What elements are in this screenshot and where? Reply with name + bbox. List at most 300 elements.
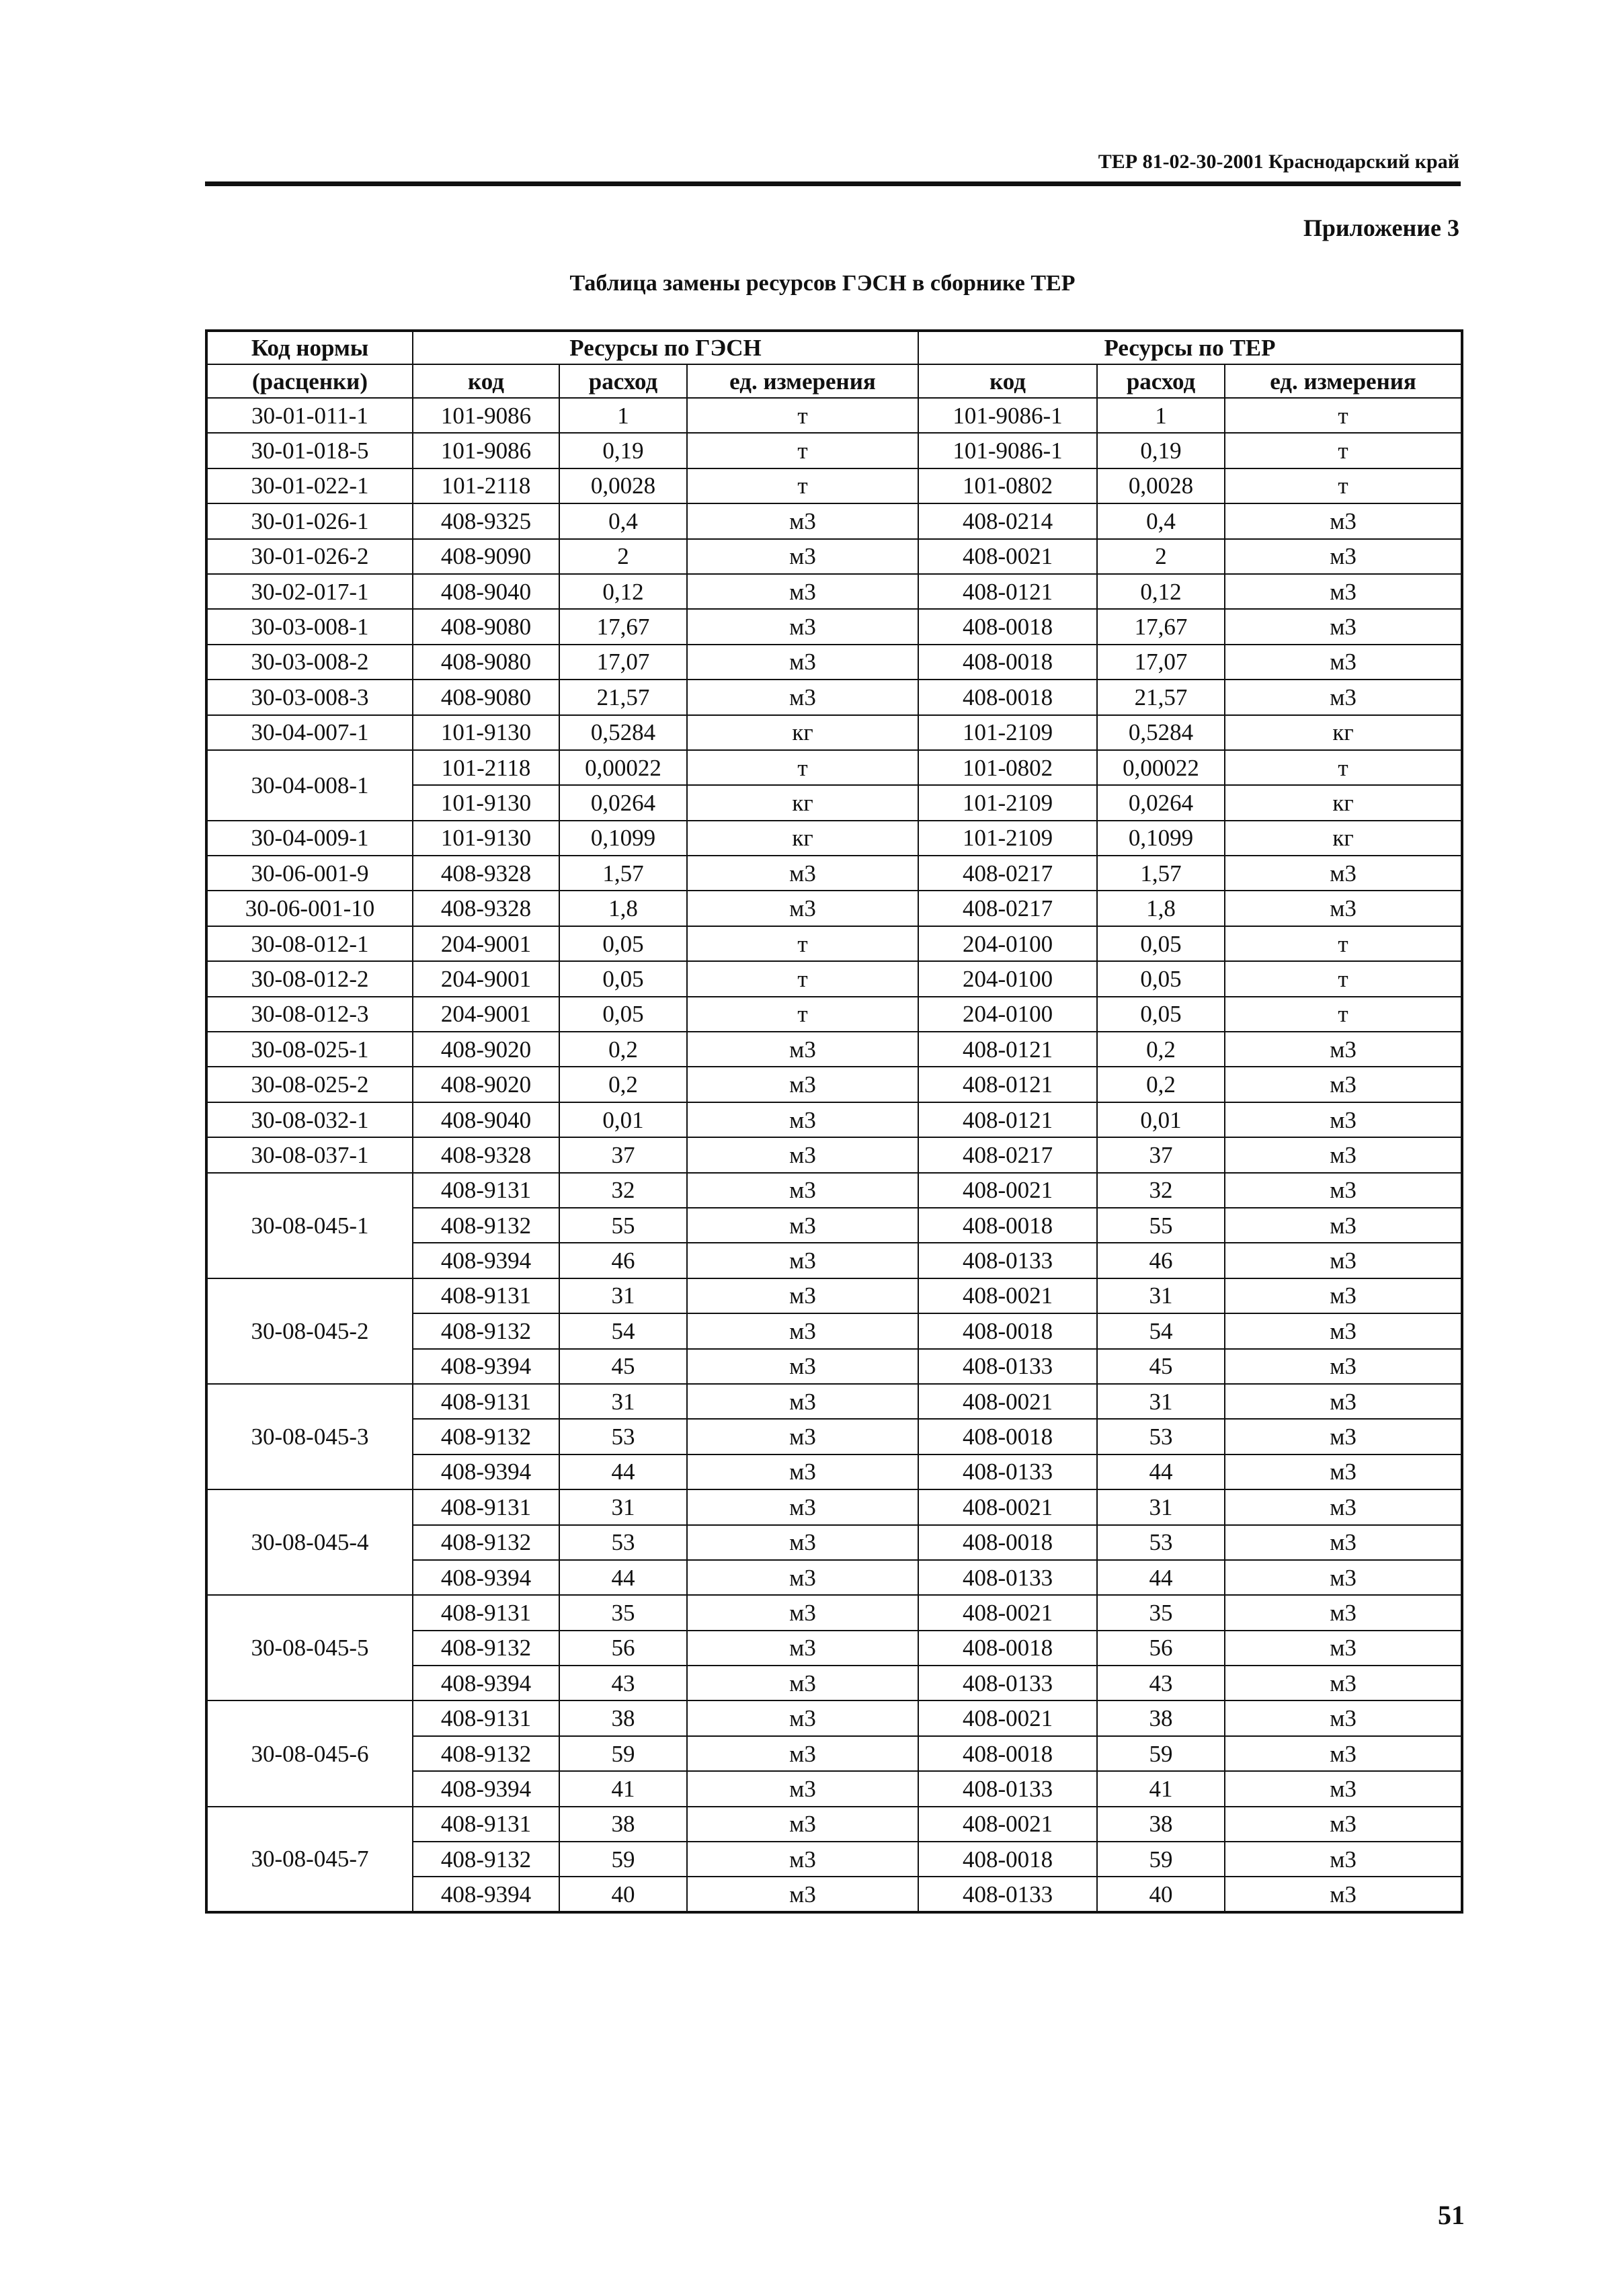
ter-consumption-cell: 2 (1097, 539, 1225, 574)
ter-code-cell: 408-0018 (918, 1631, 1097, 1666)
gesn-code-cell: 408-9132 (413, 1208, 559, 1243)
ter-code-cell: 408-0121 (918, 1067, 1097, 1102)
gesn-unit-cell: кг (687, 785, 918, 820)
norm-code-cell: 30-03-008-3 (206, 680, 413, 714)
ter-unit-cell: м3 (1225, 1807, 1462, 1842)
gesn-code-cell: 408-9080 (413, 680, 559, 714)
gesn-consumption-cell: 21,57 (559, 680, 687, 714)
gesn-code-cell: 204-9001 (413, 961, 559, 996)
ter-code-cell: 408-0021 (918, 1278, 1097, 1313)
ter-unit-cell: кг (1225, 785, 1462, 820)
gesn-unit-cell: м3 (687, 680, 918, 714)
gesn-unit-cell: м3 (687, 1595, 918, 1630)
ter-code-cell: 408-0133 (918, 1666, 1097, 1700)
ter-consumption-cell: 0,2 (1097, 1067, 1225, 1102)
ter-consumption-cell: 54 (1097, 1313, 1225, 1348)
ter-consumption-cell: 44 (1097, 1560, 1225, 1595)
ter-code-cell: 408-0133 (918, 1243, 1097, 1278)
gesn-consumption-cell: 56 (559, 1631, 687, 1666)
ter-code-cell: 408-0018 (918, 1736, 1097, 1771)
ter-code-cell: 408-0018 (918, 1842, 1097, 1877)
gesn-unit-cell: м3 (687, 609, 918, 644)
gesn-consumption-cell: 38 (559, 1700, 687, 1735)
norm-code-cell: 30-06-001-9 (206, 856, 413, 891)
gesn-code-cell: 408-9394 (413, 1560, 559, 1595)
ter-consumption-cell: 0,5284 (1097, 715, 1225, 750)
norm-code-cell: 30-01-011-1 (206, 398, 413, 433)
ter-code-cell: 408-0021 (918, 1807, 1097, 1842)
ter-unit-cell: м3 (1225, 1313, 1462, 1348)
gesn-consumption-cell: 41 (559, 1771, 687, 1806)
gesn-unit-cell: м3 (687, 1666, 918, 1700)
table-body (206, 398, 1462, 1912)
table-row (206, 1102, 1462, 1137)
gesn-unit-cell: м3 (687, 1173, 918, 1208)
gesn-code-cell: 408-9132 (413, 1419, 559, 1454)
gesn-unit-cell: м3 (687, 1243, 918, 1278)
norm-code-cell: 30-03-008-2 (206, 645, 413, 680)
ter-code-cell: 101-2109 (918, 785, 1097, 820)
gesn-unit-cell: т (687, 926, 918, 961)
norm-code-cell: 30-02-017-1 (206, 574, 413, 609)
gesn-unit-cell: м3 (687, 1631, 918, 1666)
ter-consumption-cell: 38 (1097, 1700, 1225, 1735)
gesn-consumption-cell: 17,67 (559, 609, 687, 644)
norm-code-cell: 30-01-018-5 (206, 433, 413, 468)
appendix-label: Приложение 3 (1303, 214, 1459, 241)
norm-code-cell: 30-08-037-1 (206, 1137, 413, 1172)
gesn-code-cell: 101-9086 (413, 398, 559, 433)
norm-code-cell: 30-08-032-1 (206, 1102, 413, 1137)
gesn-unit-cell: т (687, 398, 918, 433)
ter-unit-cell: м3 (1225, 1454, 1462, 1489)
table-title: Таблица замены ресурсов ГЭСН в сборнике ТЕР (569, 271, 1076, 296)
table-row (206, 1489, 1462, 1524)
norm-code-cell: 30-08-025-1 (206, 1032, 413, 1067)
ter-unit-cell: м3 (1225, 1736, 1462, 1771)
ter-code-cell: 101-9086-1 (918, 398, 1097, 433)
ter-code-cell: 204-0100 (918, 961, 1097, 996)
ter-consumption-cell: 31 (1097, 1278, 1225, 1313)
ter-unit-cell: т (1225, 961, 1462, 996)
table-row (206, 997, 1462, 1032)
ter-consumption-cell: 41 (1097, 1771, 1225, 1806)
ter-consumption-cell: 31 (1097, 1489, 1225, 1524)
ter-code-cell: 408-0217 (918, 856, 1097, 891)
table-row (206, 1067, 1462, 1102)
ter-unit-cell: м3 (1225, 1525, 1462, 1560)
ter-unit-cell: м3 (1225, 609, 1462, 644)
ter-code-cell: 408-0133 (918, 1349, 1097, 1384)
gesn-code-cell: 408-9040 (413, 574, 559, 609)
norm-code-cell: 30-08-012-1 (206, 926, 413, 961)
ter-code-cell: 408-0021 (918, 539, 1097, 574)
gesn-unit-cell: м3 (687, 1525, 918, 1560)
ter-consumption-cell: 0,05 (1097, 926, 1225, 961)
norm-code-cell: 30-08-012-2 (206, 961, 413, 996)
table-row (206, 926, 1462, 961)
header-divider (205, 181, 1461, 186)
ter-consumption-cell: 0,0264 (1097, 785, 1225, 820)
gesn-unit-cell: м3 (687, 1349, 918, 1384)
ter-consumption-cell: 43 (1097, 1666, 1225, 1700)
gesn-unit-cell: м3 (687, 1454, 918, 1489)
table-row (206, 1032, 1462, 1067)
ter-code-cell: 408-0133 (918, 1560, 1097, 1595)
ter-consumption-cell: 55 (1097, 1208, 1225, 1243)
ter-unit-cell: м3 (1225, 1384, 1462, 1419)
gesn-unit-cell: м3 (687, 503, 918, 538)
gesn-consumption-cell: 59 (559, 1736, 687, 1771)
gesn-code-cell: 101-2118 (413, 750, 559, 785)
ter-unit-cell: кг (1225, 821, 1462, 856)
table-row (206, 680, 1462, 714)
document-reference: ТЕР 81-02-30-2001 Краснодарский край (1098, 151, 1459, 173)
ter-consumption-cell: 53 (1097, 1419, 1225, 1454)
gesn-consumption-cell: 17,07 (559, 645, 687, 680)
gesn-code-cell: 204-9001 (413, 926, 559, 961)
table-row (206, 1137, 1462, 1172)
table-row (206, 645, 1462, 680)
gesn-consumption-cell: 32 (559, 1173, 687, 1208)
gesn-code-cell: 408-9020 (413, 1032, 559, 1067)
ter-consumption-cell: 0,01 (1097, 1102, 1225, 1137)
table-row (206, 1278, 1462, 1313)
ter-code-cell: 408-0133 (918, 1877, 1097, 1912)
gesn-code-cell: 408-9328 (413, 891, 559, 926)
gesn-unit-cell: т (687, 468, 918, 503)
gesn-unit-cell: м3 (687, 891, 918, 926)
gesn-consumption-cell: 0,2 (559, 1032, 687, 1067)
ter-unit-cell: м3 (1225, 503, 1462, 538)
ter-code-cell: 408-0121 (918, 1032, 1097, 1067)
ter-unit-cell: кг (1225, 715, 1462, 750)
gesn-consumption-cell: 0,0028 (559, 468, 687, 503)
ter-unit-cell: м3 (1225, 1560, 1462, 1595)
gesn-code-cell: 101-9086 (413, 433, 559, 468)
header-gesn-unit: ед. измерения (687, 364, 918, 398)
table-row (206, 750, 1462, 785)
ter-code-cell: 408-0021 (918, 1595, 1097, 1630)
ter-unit-cell: т (1225, 468, 1462, 503)
ter-consumption-cell: 59 (1097, 1736, 1225, 1771)
gesn-code-cell: 408-9394 (413, 1454, 559, 1489)
gesn-consumption-cell: 40 (559, 1877, 687, 1912)
ter-code-cell: 408-0217 (918, 891, 1097, 926)
gesn-code-cell: 204-9001 (413, 997, 559, 1032)
gesn-consumption-cell: 54 (559, 1313, 687, 1348)
ter-unit-cell: т (1225, 997, 1462, 1032)
header-gesn-consumption: расход (559, 364, 687, 398)
table-row (206, 503, 1462, 538)
ter-code-cell: 408-0021 (918, 1173, 1097, 1208)
ter-consumption-cell: 0,0028 (1097, 468, 1225, 503)
ter-unit-cell: м3 (1225, 1700, 1462, 1735)
gesn-consumption-cell: 55 (559, 1208, 687, 1243)
gesn-unit-cell: кг (687, 715, 918, 750)
gesn-unit-cell: м3 (687, 1489, 918, 1524)
ter-code-cell: 204-0100 (918, 997, 1097, 1032)
gesn-code-cell: 408-9132 (413, 1525, 559, 1560)
gesn-code-cell: 408-9394 (413, 1877, 559, 1912)
gesn-unit-cell: м3 (687, 1278, 918, 1313)
norm-code-cell: 30-03-008-1 (206, 609, 413, 644)
gesn-consumption-cell: 0,2 (559, 1067, 687, 1102)
gesn-code-cell: 408-9131 (413, 1384, 559, 1419)
gesn-unit-cell: м3 (687, 1419, 918, 1454)
ter-unit-cell: м3 (1225, 856, 1462, 891)
ter-code-cell: 408-0018 (918, 645, 1097, 680)
ter-consumption-cell: 0,4 (1097, 503, 1225, 538)
norm-code-cell: 30-04-008-1 (206, 750, 413, 821)
norm-code-cell: 30-08-045-1 (206, 1173, 413, 1278)
ter-unit-cell: м3 (1225, 1842, 1462, 1877)
gesn-code-cell: 408-9394 (413, 1771, 559, 1806)
gesn-unit-cell: т (687, 961, 918, 996)
gesn-code-cell: 101-9130 (413, 715, 559, 750)
ter-consumption-cell: 45 (1097, 1349, 1225, 1384)
gesn-consumption-cell: 43 (559, 1666, 687, 1700)
ter-unit-cell: т (1225, 750, 1462, 785)
gesn-unit-cell: м3 (687, 1736, 918, 1771)
ter-consumption-cell: 35 (1097, 1595, 1225, 1630)
ter-consumption-cell: 38 (1097, 1807, 1225, 1842)
gesn-code-cell: 408-9131 (413, 1595, 559, 1630)
gesn-unit-cell: кг (687, 821, 918, 856)
ter-unit-cell: м3 (1225, 1771, 1462, 1806)
ter-unit-cell: м3 (1225, 539, 1462, 574)
ter-consumption-cell: 37 (1097, 1137, 1225, 1172)
ter-consumption-cell: 59 (1097, 1842, 1225, 1877)
ter-unit-cell: м3 (1225, 1666, 1462, 1700)
gesn-code-cell: 408-9131 (413, 1173, 559, 1208)
norm-code-cell: 30-08-045-3 (206, 1384, 413, 1489)
gesn-unit-cell: т (687, 433, 918, 468)
gesn-unit-cell: м3 (687, 1137, 918, 1172)
ter-code-cell: 408-0018 (918, 1525, 1097, 1560)
gesn-consumption-cell: 0,05 (559, 926, 687, 961)
ter-consumption-cell: 1,8 (1097, 891, 1225, 926)
norm-code-cell: 30-08-012-3 (206, 997, 413, 1032)
ter-code-cell: 408-0121 (918, 574, 1097, 609)
gesn-unit-cell: м3 (687, 645, 918, 680)
norm-code-cell: 30-08-045-2 (206, 1278, 413, 1384)
ter-code-cell: 101-2109 (918, 715, 1097, 750)
ter-consumption-cell: 21,57 (1097, 680, 1225, 714)
gesn-consumption-cell: 0,12 (559, 574, 687, 609)
gesn-consumption-cell: 38 (559, 1807, 687, 1842)
gesn-code-cell: 408-9394 (413, 1666, 559, 1700)
ter-consumption-cell: 40 (1097, 1877, 1225, 1912)
table-row (206, 574, 1462, 609)
gesn-unit-cell: м3 (687, 1842, 918, 1877)
ter-consumption-cell: 32 (1097, 1173, 1225, 1208)
header-row-bottom (206, 364, 1462, 398)
ter-unit-cell: м3 (1225, 1877, 1462, 1912)
ter-consumption-cell: 0,12 (1097, 574, 1225, 609)
norm-code-cell: 30-01-022-1 (206, 468, 413, 503)
gesn-code-cell: 408-9131 (413, 1489, 559, 1524)
gesn-unit-cell: м3 (687, 1877, 918, 1912)
gesn-code-cell: 408-9328 (413, 1137, 559, 1172)
ter-unit-cell: м3 (1225, 1137, 1462, 1172)
gesn-consumption-cell: 0,0264 (559, 785, 687, 820)
norm-code-cell: 30-06-001-10 (206, 891, 413, 926)
ter-unit-cell: т (1225, 926, 1462, 961)
ter-consumption-cell: 0,05 (1097, 997, 1225, 1032)
ter-consumption-cell: 1 (1097, 398, 1225, 433)
gesn-unit-cell: м3 (687, 1807, 918, 1842)
ter-unit-cell: м3 (1225, 1102, 1462, 1137)
ter-unit-cell: м3 (1225, 574, 1462, 609)
table-row (206, 821, 1462, 856)
ter-unit-cell: м3 (1225, 1208, 1462, 1243)
ter-code-cell: 408-0018 (918, 1208, 1097, 1243)
gesn-code-cell: 408-9131 (413, 1278, 559, 1313)
ter-code-cell: 408-0121 (918, 1102, 1097, 1137)
ter-code-cell: 101-0802 (918, 750, 1097, 785)
page-number: 51 (1438, 2200, 1465, 2230)
table-row (206, 1595, 1462, 1630)
gesn-consumption-cell: 31 (559, 1384, 687, 1419)
gesn-unit-cell: т (687, 750, 918, 785)
header-ter-unit: ед. измерения (1225, 364, 1462, 398)
header-ter-code: код (918, 364, 1097, 398)
table-row (206, 1807, 1462, 1842)
ter-consumption-cell: 17,67 (1097, 609, 1225, 644)
gesn-consumption-cell: 37 (559, 1137, 687, 1172)
gesn-unit-cell: т (687, 997, 918, 1032)
gesn-code-cell: 101-9130 (413, 821, 559, 856)
gesn-unit-cell: м3 (687, 1771, 918, 1806)
ter-code-cell: 408-0021 (918, 1700, 1097, 1735)
gesn-unit-cell: м3 (687, 1067, 918, 1102)
gesn-unit-cell: м3 (687, 1384, 918, 1419)
gesn-code-cell: 408-9090 (413, 539, 559, 574)
ter-code-cell: 204-0100 (918, 926, 1097, 961)
gesn-consumption-cell: 0,01 (559, 1102, 687, 1137)
ter-consumption-cell: 56 (1097, 1631, 1225, 1666)
gesn-unit-cell: м3 (687, 539, 918, 574)
table-row (206, 433, 1462, 468)
table-row (206, 468, 1462, 503)
ter-code-cell: 408-0217 (918, 1137, 1097, 1172)
gesn-code-cell: 408-9325 (413, 503, 559, 538)
norm-code-cell: 30-04-007-1 (206, 715, 413, 750)
header-gesn-resources: Ресурсы по ГЭСН (413, 331, 918, 364)
gesn-consumption-cell: 1 (559, 398, 687, 433)
gesn-consumption-cell: 0,05 (559, 997, 687, 1032)
ter-unit-cell: т (1225, 433, 1462, 468)
gesn-unit-cell: м3 (687, 1700, 918, 1735)
gesn-unit-cell: м3 (687, 1560, 918, 1595)
ter-code-cell: 101-9086-1 (918, 433, 1097, 468)
resource-replacement-table (205, 329, 1463, 1914)
ter-unit-cell: м3 (1225, 1489, 1462, 1524)
gesn-consumption-cell: 0,05 (559, 961, 687, 996)
gesn-code-cell: 408-9132 (413, 1736, 559, 1771)
table-row (206, 609, 1462, 644)
header-ter-consumption: расход (1097, 364, 1225, 398)
gesn-code-cell: 408-9132 (413, 1313, 559, 1348)
gesn-consumption-cell: 31 (559, 1489, 687, 1524)
header-norm-code-sub: (расценки) (206, 364, 413, 398)
ter-code-cell: 408-0021 (918, 1489, 1097, 1524)
gesn-consumption-cell: 0,1099 (559, 821, 687, 856)
ter-consumption-cell: 44 (1097, 1454, 1225, 1489)
ter-unit-cell: м3 (1225, 1349, 1462, 1384)
gesn-consumption-cell: 44 (559, 1560, 687, 1595)
ter-consumption-cell: 17,07 (1097, 645, 1225, 680)
ter-consumption-cell: 0,00022 (1097, 750, 1225, 785)
gesn-code-cell: 101-9130 (413, 785, 559, 820)
norm-code-cell: 30-08-045-7 (206, 1807, 413, 1912)
norm-code-cell: 30-08-025-2 (206, 1067, 413, 1102)
gesn-code-cell: 408-9328 (413, 856, 559, 891)
gesn-consumption-cell: 44 (559, 1454, 687, 1489)
gesn-consumption-cell: 45 (559, 1349, 687, 1384)
ter-consumption-cell: 0,1099 (1097, 821, 1225, 856)
gesn-consumption-cell: 53 (559, 1525, 687, 1560)
ter-consumption-cell: 0,2 (1097, 1032, 1225, 1067)
gesn-code-cell: 408-9080 (413, 645, 559, 680)
ter-code-cell: 408-0018 (918, 609, 1097, 644)
ter-code-cell: 408-0018 (918, 680, 1097, 714)
ter-unit-cell: м3 (1225, 1032, 1462, 1067)
gesn-consumption-cell: 0,4 (559, 503, 687, 538)
gesn-code-cell: 408-9394 (413, 1243, 559, 1278)
ter-unit-cell: м3 (1225, 1595, 1462, 1630)
gesn-code-cell: 101-2118 (413, 468, 559, 503)
ter-code-cell: 408-0214 (918, 503, 1097, 538)
header-row-top (206, 331, 1462, 364)
ter-consumption-cell: 53 (1097, 1525, 1225, 1560)
ter-unit-cell: м3 (1225, 891, 1462, 926)
gesn-consumption-cell: 1,57 (559, 856, 687, 891)
table-row (206, 891, 1462, 926)
ter-unit-cell: м3 (1225, 1243, 1462, 1278)
gesn-consumption-cell: 1,8 (559, 891, 687, 926)
ter-code-cell: 408-0133 (918, 1454, 1097, 1489)
gesn-code-cell: 408-9040 (413, 1102, 559, 1137)
header-norm-code: Код нормы (206, 331, 413, 364)
gesn-consumption-cell: 46 (559, 1243, 687, 1278)
ter-unit-cell: м3 (1225, 1067, 1462, 1102)
gesn-unit-cell: м3 (687, 856, 918, 891)
ter-code-cell: 101-2109 (918, 821, 1097, 856)
gesn-consumption-cell: 35 (559, 1595, 687, 1630)
gesn-consumption-cell: 53 (559, 1419, 687, 1454)
norm-code-cell: 30-01-026-2 (206, 539, 413, 574)
gesn-consumption-cell: 31 (559, 1278, 687, 1313)
ter-unit-cell: м3 (1225, 645, 1462, 680)
gesn-consumption-cell: 0,5284 (559, 715, 687, 750)
gesn-unit-cell: м3 (687, 1032, 918, 1067)
header-ter-resources: Ресурсы по ТЕР (918, 331, 1462, 364)
norm-code-cell: 30-04-009-1 (206, 821, 413, 856)
ter-consumption-cell: 0,19 (1097, 433, 1225, 468)
ter-consumption-cell: 1,57 (1097, 856, 1225, 891)
table-row (206, 961, 1462, 996)
gesn-consumption-cell: 2 (559, 539, 687, 574)
gesn-code-cell: 408-9132 (413, 1631, 559, 1666)
gesn-code-cell: 408-9020 (413, 1067, 559, 1102)
table-row (206, 1700, 1462, 1735)
gesn-unit-cell: м3 (687, 1102, 918, 1137)
ter-unit-cell: м3 (1225, 1419, 1462, 1454)
table-row (206, 1173, 1462, 1208)
ter-unit-cell: т (1225, 398, 1462, 433)
